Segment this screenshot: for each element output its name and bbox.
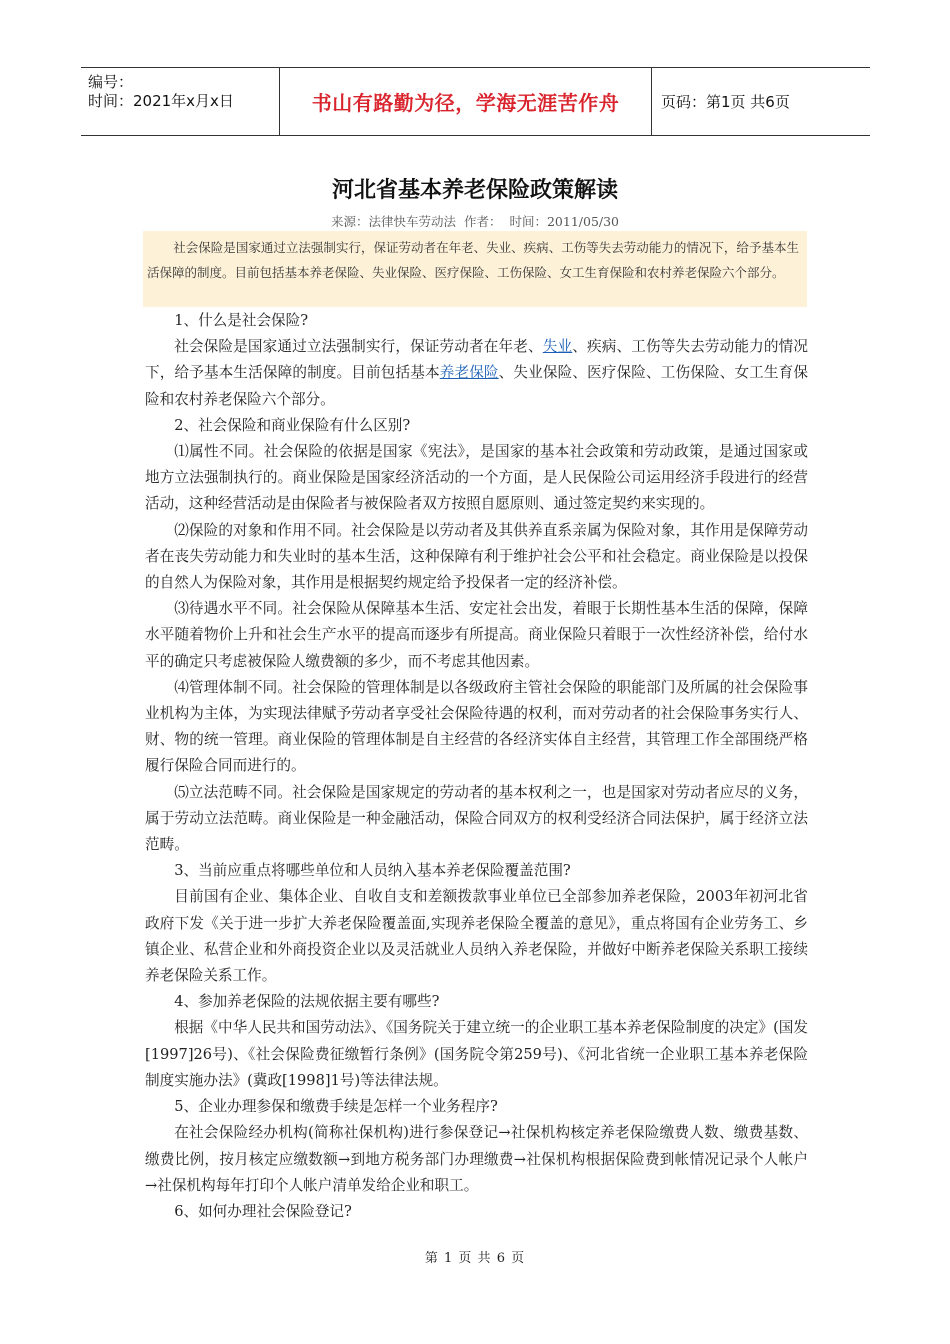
header-page-label: 页码：第1页 共6页 (661, 93, 790, 111)
article-source: 来源：法律快车劳动法 (330, 214, 456, 229)
header-motto: 书山有路勤为径，学海无涯苦作舟 (280, 68, 652, 135)
page-footer: 第 1 页 共 6 页 (424, 1251, 526, 1266)
answer-5: 在社会保险经办机构(简称社保机构)进行参保登记→社保机构核定养老保险缴费人数、缴费基数、缴费比例，按月核定应缴数额→到地方税务部门办理缴费→社保机构根据保险费到帐情况记录个人帐户→社保机构每年打印个人帐户清单发给企业和职工。 (145, 1124, 808, 1194)
article-author: 作者： (463, 214, 502, 229)
link-unemployment[interactable]: 失业 (542, 338, 573, 356)
answer-3: 目前国有企业、集体企业、自收自支和差额拨款事业单位已全部参加养老保险，2003年初河北省政府下发《关于进一步扩大养老保险覆盖面,实现养老保险全覆盖的意见》，重点将国有企业劳务工、乡镇企业、私营企业和外商投资企业以及灵活就业人员纳入养老保险，并做好中断养老保险关系职工接续养老保险关系工作。 (145, 888, 808, 985)
article-date: 时间：2011/05/30 (509, 214, 620, 229)
question-3: 3、当前应重点将哪些单位和人员纳入基本养老保险覆盖范围? (174, 862, 571, 880)
question-2: 2、社会保险和商业保险有什么区别? (174, 416, 411, 434)
article-body (145, 308, 808, 1225)
question-5: 5、企业办理参保和缴费手续是怎样一个业务程序? (174, 1098, 498, 1116)
answer-1 (145, 334, 808, 413)
time-label: 时间：2021年x月x日 (88, 92, 234, 110)
answer-4: 根据《中华人民共和国劳动法》、《国务院关于建立统一的企业职工基本养老保险制度的决定》(国发[1997]26号)、《社会保险费征缴暂行条例》(国务院令第259号)、《河北省统一企业职工基本养老保险制度实施办法》(冀政[1998]1号)等法律法规。 (145, 1019, 808, 1089)
answer-2-item-5: ⑸立法范畴不同。社会保险是国家规定的劳动者的基本权利之一，也是国家对劳动者应尽的义务，属于劳动立法范畴。商业保险是一种金融活动，保险合同双方的权利受经济合同法保护，属于经济立法范畴。 (145, 783, 808, 854)
question-6: 6、如何办理社会保险登记? (174, 1202, 352, 1220)
header-info-cell (81, 68, 280, 135)
answer-1-text: 、失业保险、医疗保险、工伤保险、女工生育保险和农村养老保险六个部分。 (145, 364, 808, 408)
answer-2-item-4: ⑷管理体制不同。社会保险的管理体制是以各级政府主管社会保险的职能部门及所属的社会保险事业机构为主体，为实现法律赋予劳动者享受社会保险待遇的权利，而对劳动者的社会保险事务实行人、财、物的统一管理。商业保险的管理体制是自主经营的各经济实体自主经营，其管理工作全部围绕严格履行保险合同而进行的。 (145, 678, 808, 775)
question-1: 1、什么是社会保险? (174, 312, 309, 329)
answer-2-item-2: ⑵保险的对象和作用不同。社会保险是以劳动者及其供养直系亲属为保险对象，其作用是保障劳动者在丧失劳动能力和失业时的基本生活，这种保障有利于维护社会公平和社会稳定。商业保险是以投保的自然人为保险对象，其作用是根据契约规定给予投保者一定的经济补偿。 (145, 521, 808, 592)
article-title: 河北省基本养老保险政策解读 (331, 178, 618, 203)
article-summary: 社会保险是国家通过立法强制实行，保证劳动者在年老、失业、疾病、工伤等失去劳动能力的情况下，给予基本生活保障的制度。目前包括基本养老保险、失业保险、医疗保险、工伤保险、女工生育保险和农村养老保险六个部分。 (143, 231, 807, 307)
link-pension-insurance[interactable]: 养老保险 (439, 364, 499, 382)
question-4: 4、参加养老保险的法规依据主要有哪些? (174, 993, 440, 1011)
answer-2-item-1: ⑴属性不同。社会保险的依据是国家《宪法》，是国家的基本社会政策和劳动政策，是通过国家或地方立法强制执行的。商业保险是国家经济活动的一个方面，是人民保险公司运用经济手段进行的经营活动，这种经营活动是由保险者与被保险者双方按照自愿原则、通过签定契约来实现的。 (145, 443, 808, 513)
answer-1-text: 社会保险是国家通过立法强制实行，保证劳动者在年老、 (174, 338, 543, 356)
answer-1-text: 、疾病、工伤等失去劳动能力的情况下，给予基本生活保障的制度。目前包括基本 (145, 338, 808, 382)
number-label: 编号： (88, 73, 134, 91)
answer-2-item-3: ⑶待遇水平不同。社会保险从保障基本生活、安定社会出发，着眼于长期性基本生活的保障，保障水平随着物价上升和社会生产水平的提高而逐步有所提高。商业保险只着眼于一次性经济补偿，给付水平的确定只考虑被保险人缴费额的多少，而不考虑其他因素。 (145, 600, 808, 670)
article-meta (0, 212, 950, 230)
document-header (81, 67, 870, 136)
